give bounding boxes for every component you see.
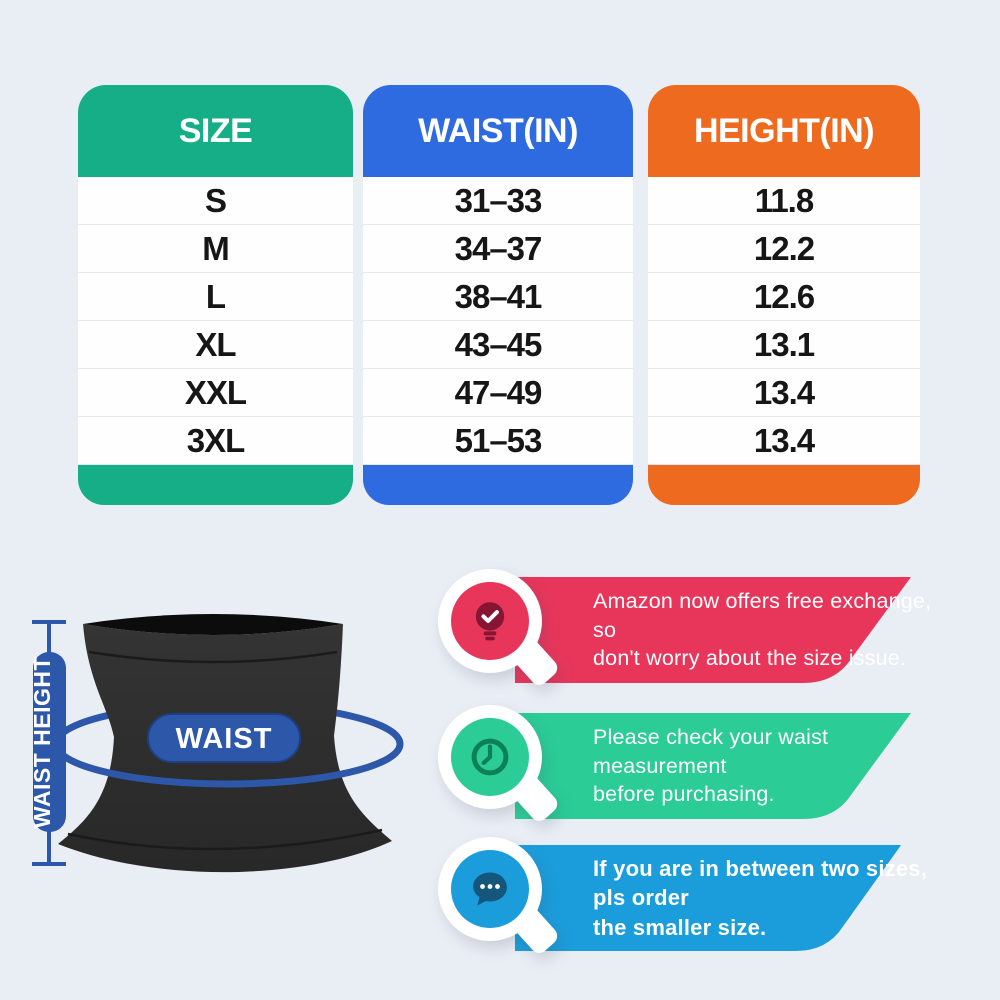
badge-inner-circle [451, 718, 529, 796]
table-cell: M [78, 225, 353, 273]
callout-icon-badge [438, 837, 542, 941]
callout-check-measurement [438, 701, 938, 823]
table-cell: 13.1 [648, 321, 920, 369]
table-cell: 12.6 [648, 273, 920, 321]
column-footer-bar [363, 465, 633, 505]
table-cell: XL [78, 321, 353, 369]
table-column-size [78, 85, 353, 505]
column-body-height [648, 177, 920, 465]
table-cell: 3XL [78, 417, 353, 465]
column-footer-bar [648, 465, 920, 505]
callout-line: the smaller size. [593, 914, 767, 940]
callout-line: before purchasing. [593, 782, 775, 807]
table-cell: 47–49 [363, 369, 633, 417]
waist-trainer-diagram [8, 592, 438, 892]
table-cell: S [78, 177, 353, 225]
waist-label-text: WAIST [175, 723, 273, 755]
table-cell: L [78, 273, 353, 321]
table-cell: 43–45 [363, 321, 633, 369]
column-header-size: SIZE [78, 85, 353, 177]
table-cell: 12.2 [648, 225, 920, 273]
callout-icon-badge [438, 705, 542, 809]
table-cell: 13.4 [648, 417, 920, 465]
lightbulb-check-icon [467, 598, 513, 644]
table-cell: 11.8 [648, 177, 920, 225]
waist-trainer-illustration [8, 592, 438, 897]
callout-icon-badge [438, 569, 542, 673]
table-cell: 38–41 [363, 273, 633, 321]
callout-line: If you are in between two sizes, pls order [593, 856, 928, 911]
callout-between-sizes [438, 833, 938, 955]
callout-free-exchange [438, 565, 938, 687]
table-column-waist [363, 85, 633, 505]
callout-text [593, 713, 933, 819]
callout-line: Amazon now offers free exchange, so [593, 589, 932, 642]
chat-dots-icon [467, 866, 513, 912]
table-cell: 51–53 [363, 417, 633, 465]
column-footer-bar [78, 465, 353, 505]
waist-height-label: WAIST HEIGHT [29, 655, 55, 829]
column-header-waist: WAIST(IN) [363, 85, 633, 177]
callout-line: don't worry about the size issue. [593, 646, 907, 671]
badge-inner-circle [451, 850, 529, 928]
column-body-waist [363, 177, 633, 465]
table-cell: 31–33 [363, 177, 633, 225]
callout-line: Please check your waist measurement [593, 725, 829, 778]
callout-text [593, 845, 933, 951]
table-cell: 34–37 [363, 225, 633, 273]
table-cell: XXL [78, 369, 353, 417]
column-header-height: HEIGHT(IN) [648, 85, 920, 177]
clock-icon [467, 734, 513, 780]
badge-inner-circle [451, 582, 529, 660]
column-body-size [78, 177, 353, 465]
callout-text [593, 577, 933, 683]
table-cell: 13.4 [648, 369, 920, 417]
table-column-height [648, 85, 920, 505]
